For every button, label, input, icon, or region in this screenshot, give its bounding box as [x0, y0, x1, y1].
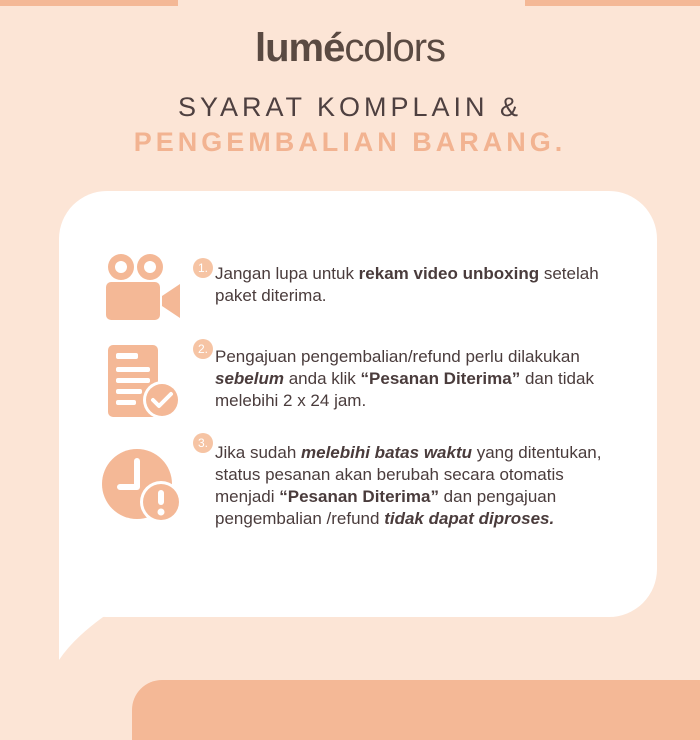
text-span: dan pengajuan pengembalian /refund [215, 487, 557, 528]
top-right-accent-bar [525, 0, 700, 6]
item-text [215, 442, 615, 530]
bottom-accent-bar [132, 680, 700, 740]
text-span: Jika sudah [215, 443, 301, 462]
text-bold-italic: sebelum [215, 369, 284, 388]
text-bold: “Pesanan Diterima” [279, 487, 439, 506]
text-span: Jangan lupa untuk [215, 264, 359, 283]
text-bold: “Pesanan Diterima” [360, 369, 521, 388]
text-bold: rekam video unboxing [358, 264, 540, 283]
top-left-accent-bar [0, 0, 178, 6]
page-title-line2: PENGEMBALIAN BARANG. [133, 127, 567, 157]
item-text [215, 346, 615, 412]
video-camera-icon [104, 252, 182, 322]
text-span: yang ditentukan, status pesanan akan berubah secara otomatis menjadi [215, 443, 602, 506]
text-bold-italic: melebihi batas waktu [301, 443, 472, 462]
logo-part-bold: lumé [254, 26, 345, 70]
text-span: dan tidak melebihi 2 x 24 jam. [215, 369, 594, 410]
text-span: anda klik [283, 369, 361, 388]
brand-logo [0, 26, 700, 71]
text-span: setelah paket diterima. [215, 264, 599, 305]
text-bold-italic: tidak dapat diproses. [384, 509, 555, 528]
item-number: 2. [193, 339, 213, 359]
document-check-icon [108, 345, 182, 419]
item-number: 3. [193, 433, 213, 453]
item-text [215, 263, 615, 307]
text-span: Pengajuan pengembalian/refund perlu dilakukan [215, 347, 580, 366]
item-number: 1. [193, 258, 213, 278]
logo-part-light: colors [344, 26, 446, 70]
page-title-line1: SYARAT KOMPLAIN & [177, 92, 523, 122]
clock-alert-icon [100, 447, 184, 525]
